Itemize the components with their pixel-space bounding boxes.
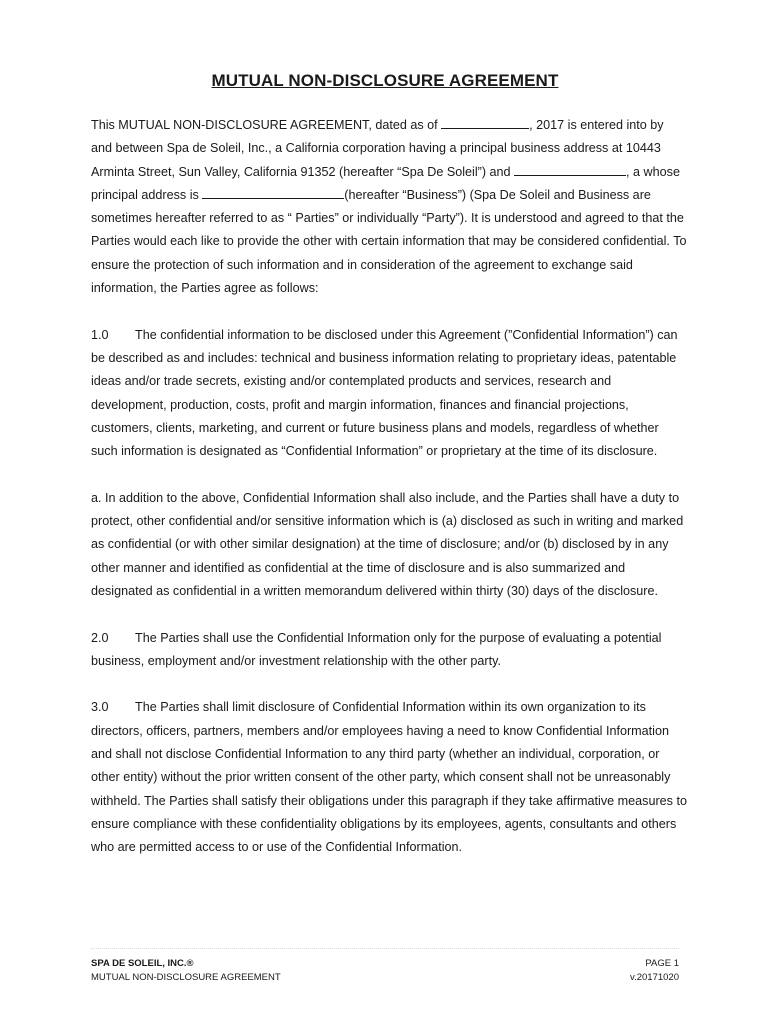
section-2-paragraph: [91, 627, 687, 674]
section-1a-paragraph: [91, 487, 687, 603]
intro-text-1: This MUTUAL NON-DISCLOSURE AGREEMENT, dated as of: [91, 118, 442, 132]
section-1-number: 1.0: [91, 327, 109, 342]
intro-text-4: (hereafter “Business”) (Spa De Soleil and Business are sometimes hereafter referred to as “ Parties” or individually “Party”). It is understood and agreed to that the Parties would each like to provide the other with certain information that may be considered confidential. To ensure the protection of such information and in consideration of the agreement to exchange said information, the Parties agree as follows:: [91, 187, 687, 296]
footer-doc-name: MUTUAL NON-DISCLOSURE AGREEMENT: [91, 972, 281, 983]
footer-right: [630, 957, 679, 985]
page-title: MUTUAL NON-DISCLOSURE AGREEMENT: [211, 71, 559, 90]
footer-version: v.20171020: [630, 972, 679, 983]
section-3-text: The Parties shall limit disclosure of Confidential Information within its own organization to its directors, officers, partners, members and/or employees having a need to know Confidential Information and shall not disclose Confidential Information to any third party (whether an individual, corporation, or other entity) without the prior written consent of the other party, which consent shall not be unreasonably withheld. The Parties shall satisfy their obligations under this paragraph if they take affirmative measures to ensure compliance with these confidentiality obligations by its employees, agents, consultants and others who are permitted access to or use of the Confidential Information.: [91, 700, 687, 855]
footer-page-number: PAGE 1: [645, 958, 679, 969]
footer-divider: [91, 948, 679, 949]
footer-company: SPA DE SOLEIL, INC.®: [91, 958, 194, 969]
intro-text-3: , a whose principal address is: [91, 164, 680, 202]
section-1-text: The confidential information to be disclosed under this Agreement (”Confidential Information”) can be described as and includes: technical and business information relating to proprietary ideas, patentable ideas and/or trade secrets, existing and/or contemplated products and services, research and development, production, costs, profit and margin information, finances and financial projections, customers, clients, marketing, and current or future business plans and models, regardless of whether such information is designated as “Confidential Information” or proprietary at the time of its disclosure.: [91, 327, 678, 459]
date-blank: [441, 114, 529, 129]
footer-left: [91, 957, 281, 985]
section-1-paragraph: [91, 324, 687, 464]
section-2-number: 2.0: [91, 630, 109, 645]
business-name-blank: [514, 161, 626, 176]
business-address-blank: [202, 184, 344, 199]
intro-text-2: , 2017 is entered into by and between Spa de Soleil, Inc., a California corporation having a principal business address at 10443 Arminta Street, Sun Valley, California 91352 (hereafter “Spa De Soleil”) and: [91, 118, 664, 179]
section-1a-text: a. In addition to the above, Confidential Information shall also include, and the Parties shall have a duty to protect, other confidential and/or sensitive information which is (a) disclosed as such in writing and marked as confidential (or with other similar designation) at the time of disclosure; and/or (b) disclosed by in any other manner and identified as confidential at the time of disclosure and is also summarized and designated as confidential in a written memorandum delivered within thirty (30) days of the disclosure.: [91, 490, 684, 598]
section-3-paragraph: [91, 696, 687, 859]
section-2-text: The Parties shall use the Confidential Information only for the purpose of evaluating a potential business, employment and/or investment relationship with the other party.: [91, 630, 662, 668]
section-3-number: 3.0: [91, 700, 109, 715]
document-body: [91, 114, 687, 883]
intro-paragraph: [91, 114, 687, 300]
